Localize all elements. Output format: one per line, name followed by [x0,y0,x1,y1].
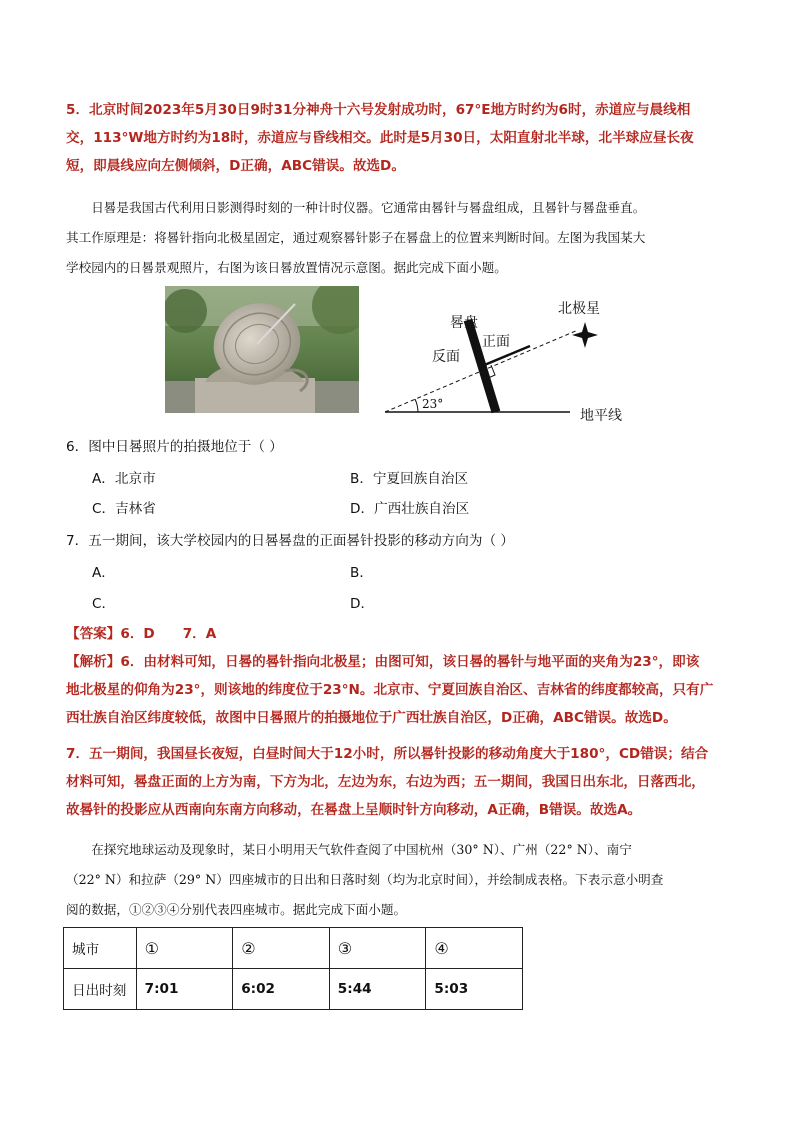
table-cell: 7:01 [136,969,233,1010]
label-dial: 晷盘 [450,315,478,331]
label-horizon: 地平线 [580,408,622,424]
table-cell: 5:03 [426,969,523,1010]
label-front: 正面 [482,334,510,350]
q5-line-3: 短，即晨线应向左侧倾斜，D正确，ABC错误。故选D。 [66,158,405,174]
material-line-2: 其工作原理是：将晷针指向北极星固定，通过观察晷针影子在晷盘上的位置来判断时间。左图为我国某大 [66,230,646,245]
table-header-cell: ① [136,928,233,969]
material-line-3: 学校园内的日晷景观照片，右图为该日晷放置情况示意图。据此完成下面小题。 [66,260,507,275]
q6-option-a: A．北京市 [92,471,156,487]
q6-stem: 6．图中日晷照片的拍摄地位于（ ） [66,439,283,455]
material-line-1: 日晷是我国古代利用日影测得时刻的一种计时仪器。它通常由晷针与晷盘组成，且晷针与晷盘垂直。 [91,200,646,215]
sundial-diagram [380,290,640,430]
table-header-cell: ③ [329,928,426,969]
analysis-6-line-1: 【解析】6．由材料可知，日晷的晷针指向北极星；由图可知，该日晷的晷针与地平面的夹角为23°，即该 [66,654,700,670]
label-polaris: 北极星 [558,301,600,317]
q7-stem: 7．五一期间，该大学校园内的日晷晷盘的正面晷针投影的移动方向为（ ） [66,533,514,549]
sunrise-table [63,927,523,1010]
analysis-7-line-2: 材料可知，晷盘正面的上方为南，下方为北，左边为东，右边为西；五一期间，我国日出东北，日落西北， [66,774,705,790]
label-back: 反面 [432,349,460,365]
q7-option-d: D． [350,596,375,612]
answer-6: 6．D [120,626,155,642]
answer-line [66,622,216,642]
q7-option-a: A． [92,565,115,581]
answer-7: 7．A [182,626,217,642]
q5-line-1: 5．北京时间2023年5月30日9时31分神舟十六号发射成功时，67°E地方时约为6时，赤道应与晨线相 [66,102,691,118]
table-header-cell: 城市 [64,928,137,969]
answer-label: 【答案】 [66,626,121,642]
polaris-star [572,322,598,348]
q6-option-b: B．宁夏回族自治区 [350,471,469,487]
sundial-photo [165,286,359,413]
table-row [64,969,523,1010]
table-row [64,928,523,969]
analysis-label: 【解析】 [66,654,121,670]
table-header-cell: ④ [426,928,523,969]
q6-option-c: C．吉林省 [92,501,156,517]
table-header-cell: ② [233,928,330,969]
analysis-7-line-3: 故晷针的投影应从西南向东南方向移动，在晷盘上呈顺时针方向移动，A正确，B错误。故选A。 [66,802,642,818]
q7-option-c: C． [92,596,116,612]
analysis-6-line-3: 西壮族自治区纬度较低，故图中日晷照片的拍摄地位于广西壮族自治区，D正确，ABC错误。故选D。 [66,710,677,726]
table-cell: 日出时刻 [64,969,137,1010]
analysis-6-line-2: 地北极星的仰角为23°，则该地的纬度位于23°N。北京市、宁夏回族自治区、吉林省的纬度都较高，只有广 [66,682,714,698]
label-angle: 23° [422,397,444,411]
analysis-7-line-1: 7．五一期间，我国昼长夜短，白昼时间大于12小时，所以晷针投影的移动角度大于180°，CD错误；结合 [66,746,709,762]
material2-line-1: 在探究地球运动及现象时，某日小明用天气软件查阅了中国杭州（30° N）、广州（22° N）、南宁 [91,842,632,857]
q6-option-d: D．广西壮族自治区 [350,501,470,517]
table-cell: 5:44 [329,969,426,1010]
material2-line-3: 阅的数据，①②③④分别代表四座城市。据此完成下面小题。 [66,902,407,917]
material2-line-2: （22° N）和拉萨（29° N）四座城市的日出和日落时刻（均为北京时间），并绘制成表格。下表示意小明查 [66,872,664,887]
q5-line-2: 交，113°W地方时约为18时，赤道应与昏线相交。此时是5月30日，太阳直射北半球，北半球应昼长夜 [66,130,694,146]
q7-option-b: B． [350,565,373,581]
table-cell: 6:02 [233,969,330,1010]
